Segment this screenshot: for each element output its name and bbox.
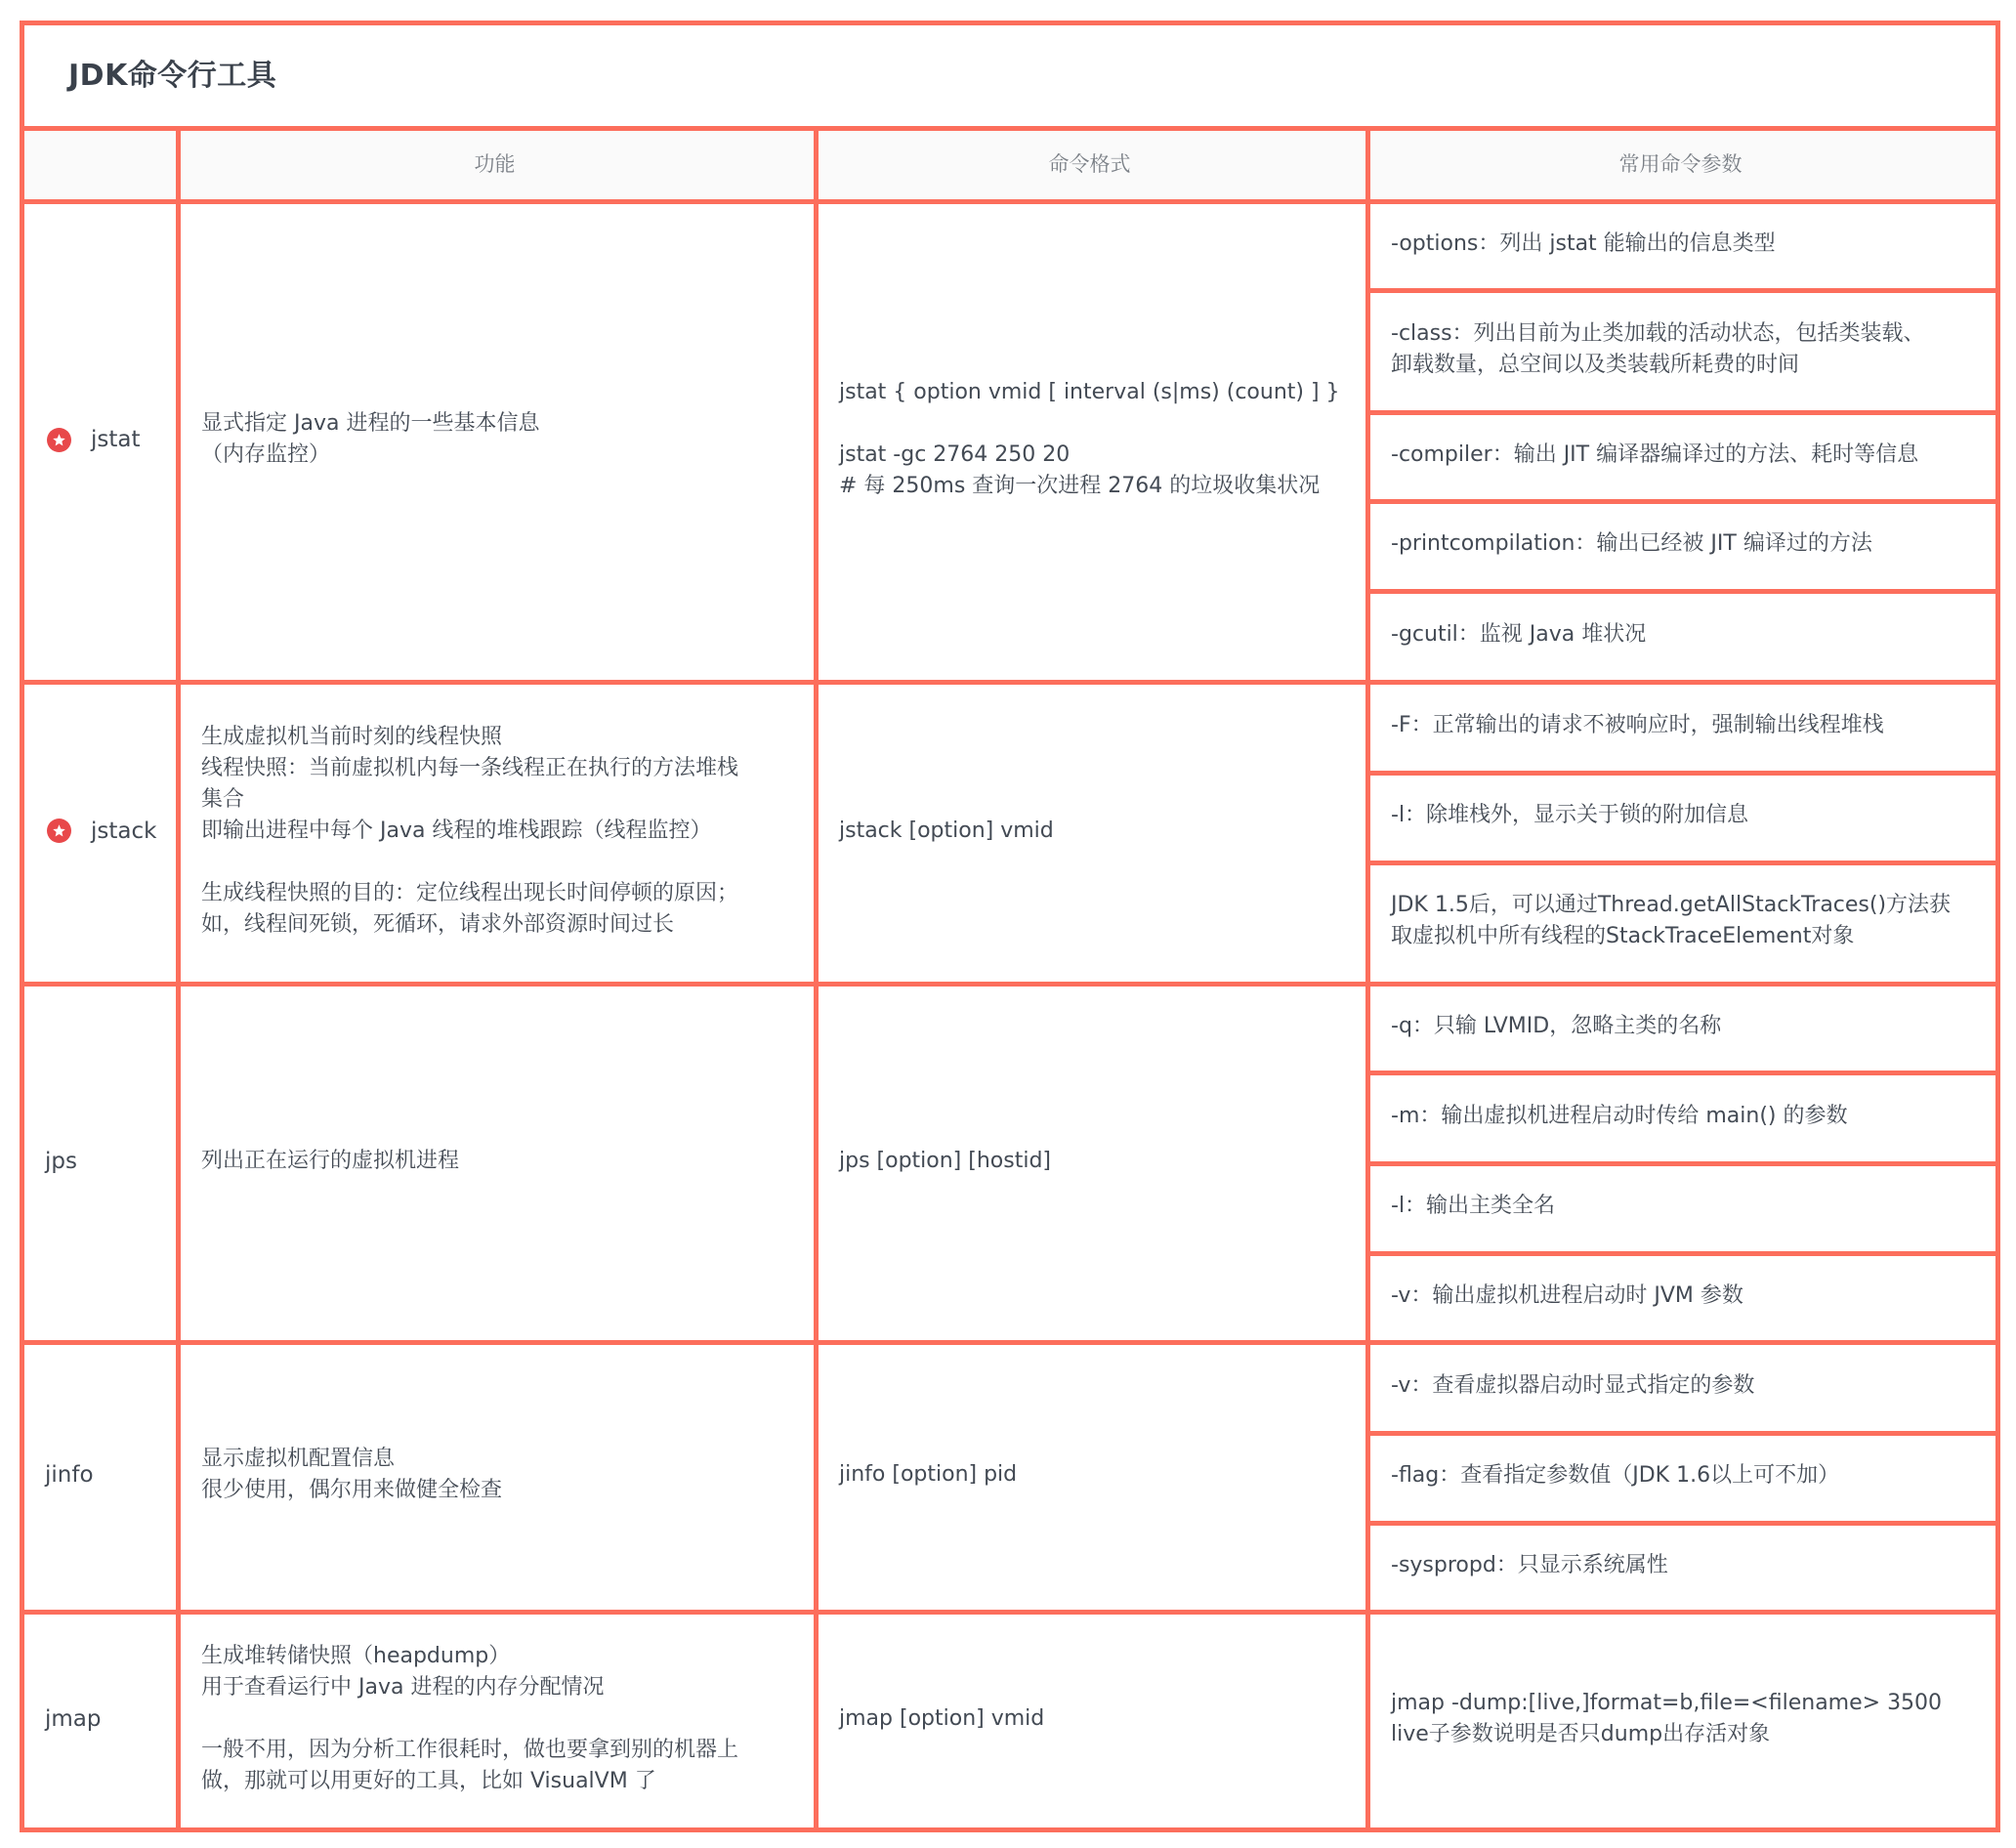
tool-name-cell <box>45 1610 102 1827</box>
tool-name: jinfo <box>45 1462 94 1488</box>
text-line: 做，那就可以用更好的工具，比如 VisualVM 了 <box>201 1768 656 1793</box>
param-cell <box>1391 1071 1986 1161</box>
param-cell <box>1391 410 1986 499</box>
header-format: 命令格式 <box>1048 151 1131 176</box>
text-line: 即输出进程中每个 Java 线程的堆栈跟踪（线程监控） <box>201 818 712 843</box>
text-line: -v：输出虚拟机进程启动时 JVM 参数 <box>1391 1282 1743 1308</box>
table-border-h <box>1365 499 2000 504</box>
table-border-h <box>20 1827 2000 1832</box>
text-line: 列出正在运行的虚拟机进程 <box>201 1148 460 1173</box>
tool-name-cell <box>45 1340 94 1610</box>
tool-name-cell <box>47 199 141 680</box>
text-line: -F：正常输出的请求不被响应时，强制输出线程堆栈 <box>1391 712 1884 737</box>
text-line: -m：输出虚拟机进程启动时传给 main() 的参数 <box>1391 1103 1848 1128</box>
table-border-h <box>1365 589 2000 594</box>
text-line: jinfo [option] pid <box>839 1462 1018 1487</box>
text-line: 如，线程间死锁，死循环，请求外部资源时间过长 <box>201 911 675 937</box>
text-line: -class：列出目前为止类加载的活动状态，包括类装载、 <box>1391 320 1925 346</box>
text-line: -gcutil：监视 Java 堆状况 <box>1391 621 1647 647</box>
text-line: 生成虚拟机当前时刻的线程快照 <box>201 724 503 749</box>
table-border-v <box>176 126 181 1832</box>
tool-name: jstack <box>91 818 157 844</box>
text-line: 集合 <box>201 786 245 812</box>
table-border-v <box>20 21 24 1832</box>
table-border-h <box>1365 1251 2000 1256</box>
text-line: jstat { option vmid [ interval (s|ms) (count) ] } <box>839 380 1340 404</box>
text-line: # 每 250ms 查询一次进程 2764 的垃圾收集状况 <box>839 474 1321 498</box>
tool-name-cell <box>45 982 77 1340</box>
text-line: 线程快照：当前虚拟机内每一条线程正在执行的方法堆栈 <box>201 755 739 780</box>
text-line: jmap [option] vmid <box>839 1705 1045 1731</box>
text-line: jps [option] [hostid] <box>839 1148 1051 1173</box>
text-line: 显示虚拟机配置信息 <box>201 1447 396 1471</box>
text-line: 很少使用，偶尔用来做健全检查 <box>201 1478 503 1502</box>
text-line: -flag：查看指定参数值（JDK 1.6以上可不加） <box>1391 1463 1840 1488</box>
tool-name: jps <box>45 1148 77 1174</box>
text-line: （内存监控） <box>201 442 331 467</box>
param-cell <box>1391 199 1986 288</box>
text-line <box>201 1703 800 1735</box>
table-border-h <box>1365 1071 2000 1075</box>
command-format-cell <box>839 1610 1352 1827</box>
tool-name: jmap <box>45 1705 102 1732</box>
text-line: live子参数说明是否只dump出存活对象 <box>1391 1721 1771 1746</box>
table-border-h <box>20 199 2000 204</box>
param-cell <box>1391 499 1986 589</box>
text-line: 取虚拟机中所有线程的StackTraceElement对象 <box>1391 924 1855 948</box>
table-border-h <box>1365 861 2000 865</box>
table-border-v <box>814 126 819 1832</box>
text-line: -q：只输 LVMID，忽略主类的名称 <box>1391 1013 1722 1038</box>
function-cell <box>201 982 800 1340</box>
param-cell <box>1391 861 1986 982</box>
header-params: 常用命令参数 <box>1618 151 1743 176</box>
text-line: jstack [option] vmid <box>839 818 1054 843</box>
text-line: 生成线程快照的目的：定位线程出现长时间停顿的原因； <box>201 880 739 905</box>
param-cell <box>1391 1161 1986 1251</box>
function-cell <box>201 680 800 982</box>
text-line: -printcompilation：输出已经被 JIT 编译过的方法 <box>1391 531 1872 556</box>
param-cell <box>1391 288 1986 410</box>
text-line: 一般不用，因为分析工作很耗时，做也要拿到别的机器上 <box>201 1737 739 1762</box>
table-border-h <box>1365 1521 2000 1526</box>
header-function: 功能 <box>474 151 516 176</box>
table-border-h <box>20 126 2000 131</box>
text-line: -syspropd：只显示系统属性 <box>1391 1552 1668 1577</box>
param-cell <box>1391 1610 1986 1827</box>
text-line: 生成堆转储快照（heapdump） <box>201 1643 511 1668</box>
function-cell <box>201 1340 800 1610</box>
text-line: -compiler：输出 JIT 编译器编译过的方法、耗时等信息 <box>1391 441 1919 467</box>
param-cell <box>1391 1431 1986 1521</box>
text-line: jmap -dump:[live,]format=b,file=<filename> 3500 <box>1391 1690 1943 1715</box>
command-format-cell <box>839 1340 1352 1610</box>
param-cell <box>1391 771 1986 861</box>
table-border-h <box>1365 1431 2000 1436</box>
command-format-cell <box>839 982 1352 1340</box>
param-cell <box>1391 1521 1986 1610</box>
function-cell <box>201 199 800 680</box>
command-format-cell <box>839 199 1352 680</box>
text-line <box>839 408 1352 440</box>
text-line: 卸载数量，总空间以及类装载所耗费的时间 <box>1391 352 1800 377</box>
param-cell <box>1391 1340 1986 1431</box>
table-border-h <box>1365 288 2000 293</box>
text-line: -options：列出 jstat 能输出的信息类型 <box>1391 231 1776 256</box>
star-icon <box>47 428 71 452</box>
table-border-v <box>1365 126 1370 1832</box>
table-border-h <box>1365 1161 2000 1166</box>
param-cell <box>1391 982 1986 1071</box>
tool-name-cell <box>47 680 156 982</box>
param-cell <box>1391 589 1986 680</box>
table-border-h <box>20 21 2000 25</box>
text-line: -l：除堆栈外，显示关于锁的附加信息 <box>1391 803 1749 827</box>
table-border-h <box>1365 410 2000 415</box>
text-line: 显式指定 Java 进程的一些基本信息 <box>201 411 540 436</box>
table-border-h <box>1365 771 2000 776</box>
text-line: -v：查看虚拟器启动时显式指定的参数 <box>1391 1372 1755 1398</box>
text-line <box>201 847 800 878</box>
function-cell <box>201 1610 800 1827</box>
page-title: JDK命令行工具 <box>68 59 277 93</box>
command-format-cell <box>839 680 1352 982</box>
param-cell <box>1391 1251 1986 1340</box>
text-line: -l：输出主类全名 <box>1391 1194 1556 1218</box>
tool-name: jstat <box>91 427 141 452</box>
star-icon <box>47 819 71 843</box>
param-cell <box>1391 680 1986 771</box>
text-line: 用于查看运行中 Java 进程的内存分配情况 <box>201 1674 605 1700</box>
table-border-v <box>1995 21 2000 1832</box>
text-line: jstat -gc 2764 250 20 <box>839 442 1071 467</box>
text-line: JDK 1.5后，可以通过Thread.getAllStackTraces()方法获 <box>1391 893 1952 917</box>
